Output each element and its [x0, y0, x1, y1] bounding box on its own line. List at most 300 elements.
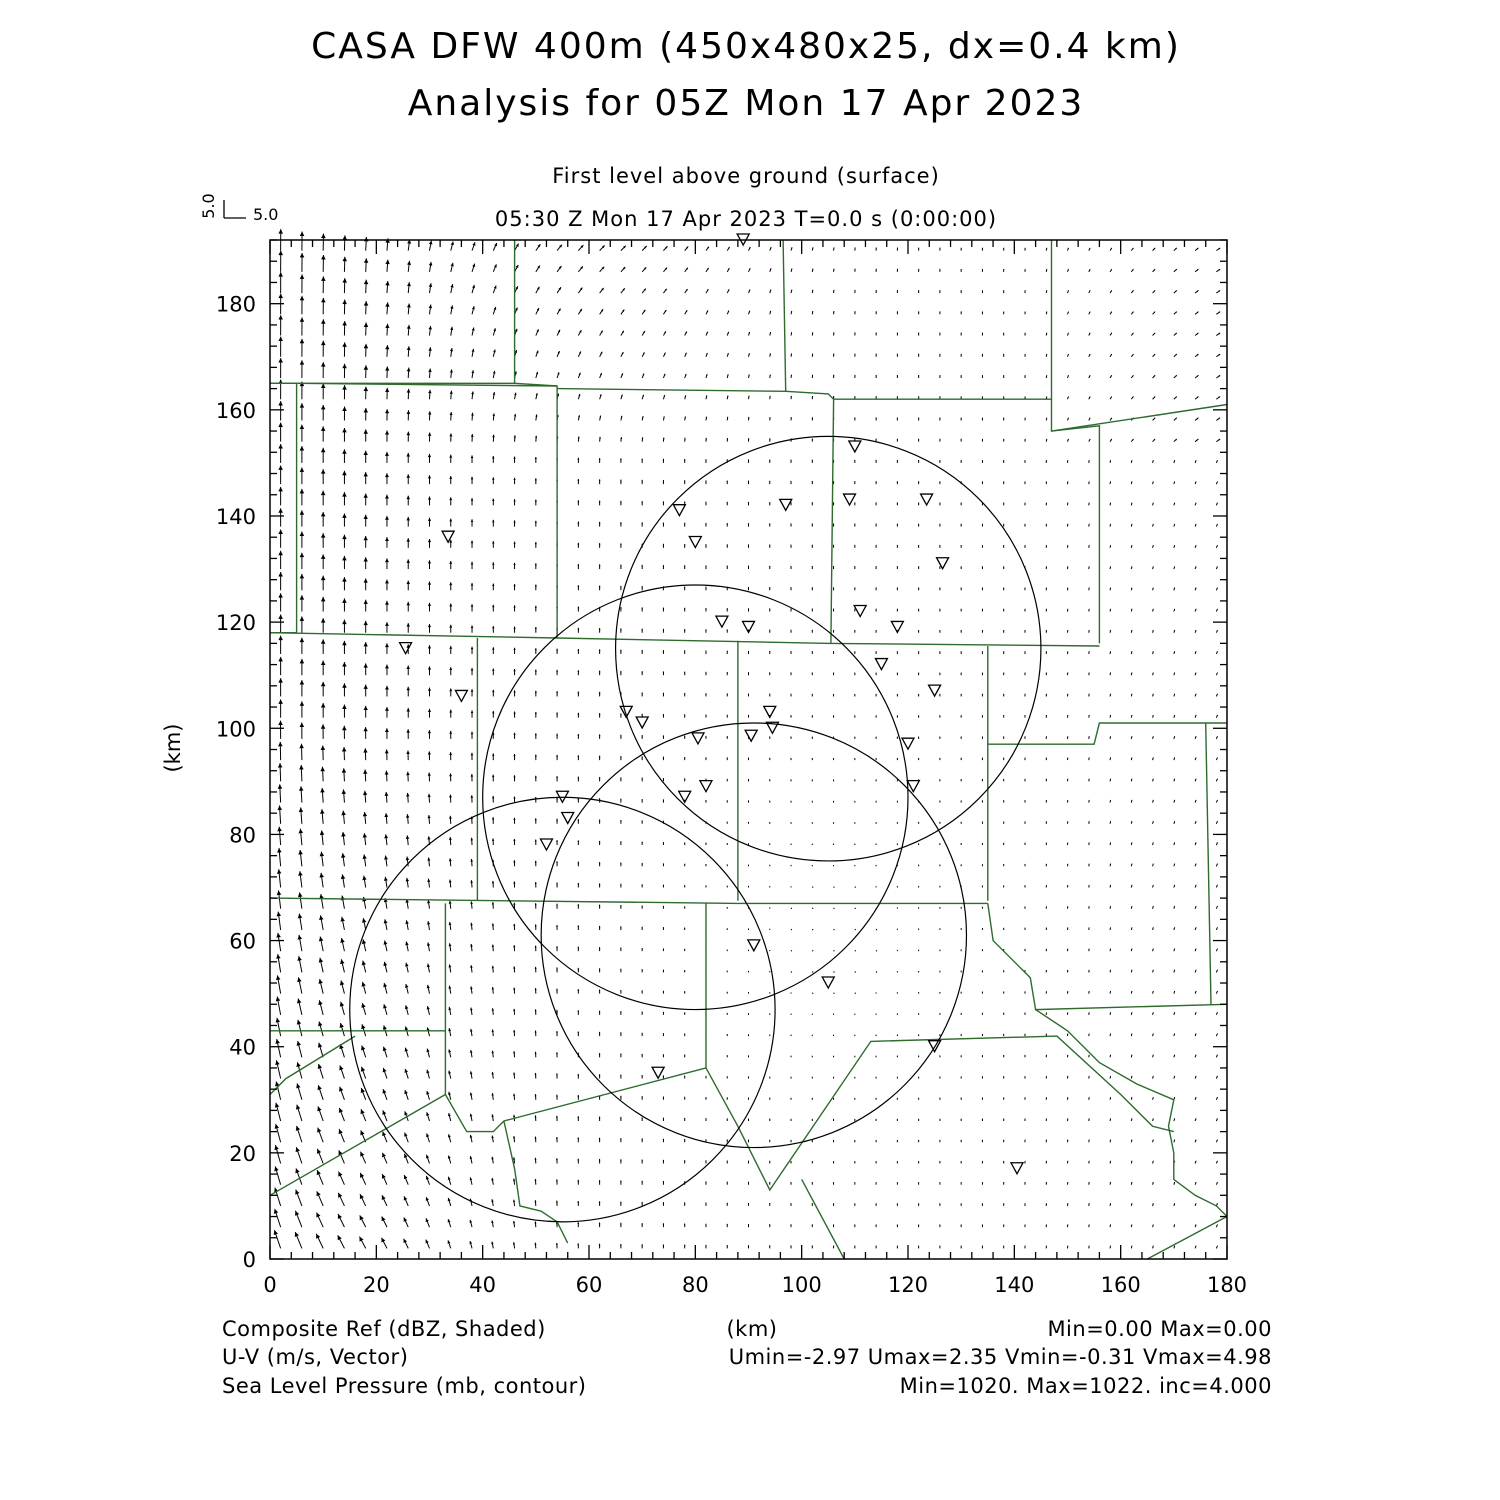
wind-vector-head: [513, 754, 515, 756]
wind-vector: [663, 799, 664, 802]
wind-vector: [939, 1246, 940, 1249]
wind-vector: [1153, 651, 1154, 654]
wind-vector-head: [278, 784, 283, 789]
wind-vector: [449, 922, 452, 930]
wind-vector: [599, 1074, 601, 1078]
wind-vector: [599, 628, 601, 633]
wind-vector: [1110, 1161, 1111, 1164]
wind-vector: [982, 524, 983, 527]
wind-vector-shaft: [855, 929, 856, 930]
wind-vector: [769, 1140, 770, 1143]
wind-vector-head: [318, 1085, 322, 1090]
wind-vector: [470, 838, 473, 845]
wind-vector-head: [449, 476, 452, 479]
wind-vector: [513, 988, 515, 994]
wind-vector: [1046, 566, 1047, 569]
wind-vector: [641, 1096, 642, 1100]
wind-vector-head: [300, 574, 305, 578]
wind-vector: [319, 958, 323, 973]
wind-vector: [1025, 758, 1026, 761]
wind-vector-head: [535, 1158, 537, 1160]
wind-vector: [491, 1114, 493, 1121]
wind-vector-head: [321, 533, 326, 537]
wind-vector: [684, 629, 685, 633]
wind-vector: [361, 1109, 366, 1121]
wind-vector: [363, 748, 367, 760]
wind-vector-head: [641, 1181, 642, 1182]
wind-vector: [642, 778, 643, 782]
wind-vector: [276, 954, 280, 972]
wind-vector: [918, 1161, 919, 1163]
wind-vector: [428, 751, 431, 760]
wind-vector: [449, 795, 452, 803]
wind-vector: [876, 1224, 877, 1227]
wind-vector-head: [492, 477, 494, 479]
wind-vector-head: [599, 1159, 601, 1161]
wind-vector-head: [535, 839, 537, 841]
wind-vector: [769, 736, 770, 739]
wind-vector: [534, 1243, 536, 1249]
wind-vector: [385, 495, 389, 506]
wind-vector-head: [556, 776, 558, 778]
wind-vector: [299, 765, 304, 781]
wind-vector: [684, 586, 685, 590]
wind-vector-head: [405, 920, 409, 924]
wind-vector-head: [277, 848, 282, 853]
wind-vector-head: [278, 614, 283, 618]
wind-vector: [769, 1013, 770, 1014]
wind-vector: [620, 948, 621, 952]
wind-vector: [448, 1028, 451, 1036]
wind-vector: [300, 701, 305, 717]
wind-vector-head: [599, 926, 600, 927]
wind-vector: [897, 673, 898, 676]
wind-vector: [1025, 1182, 1026, 1185]
wind-vector: [535, 563, 537, 569]
wind-vector-head: [300, 553, 305, 557]
wind-vector-head: [385, 686, 389, 690]
wind-vector: [513, 1200, 515, 1206]
wind-vector: [918, 587, 919, 590]
wind-vector: [1216, 673, 1217, 676]
wind-vector: [684, 778, 685, 781]
wind-vector: [663, 565, 664, 569]
wind-vector: [918, 630, 919, 633]
wind-vector: [1216, 715, 1217, 718]
wind-vector: [1067, 1246, 1068, 1249]
wind-vector: [1131, 800, 1132, 803]
wind-vector: [620, 480, 622, 485]
wind-vector-head: [299, 786, 304, 791]
wind-vector: [812, 972, 813, 973]
wind-vector: [342, 449, 347, 463]
wind-vector: [556, 1095, 558, 1100]
wind-vector: [535, 606, 537, 612]
wind-vector: [1216, 588, 1217, 591]
wind-vector-head: [385, 558, 389, 562]
wind-vector-head: [321, 597, 326, 601]
wind-vector-head: [470, 880, 473, 883]
wind-vector: [705, 502, 706, 506]
wind-vector: [705, 1181, 706, 1184]
wind-vector: [1046, 609, 1047, 612]
wind-vector: [641, 671, 642, 675]
wind-vector: [297, 1020, 302, 1036]
wind-vector-head: [471, 732, 474, 735]
wind-vector: [470, 901, 473, 908]
wind-vector: [854, 1098, 855, 1100]
wind-vector-head: [321, 469, 326, 473]
wind-vector: [939, 1224, 940, 1227]
wind-vector-head: [428, 666, 431, 669]
wind-vector: [362, 876, 366, 888]
wind-vector: [1153, 1118, 1154, 1121]
wind-vector: [1110, 503, 1111, 506]
wind-vector: [791, 908, 792, 909]
wind-vector: [897, 609, 898, 612]
wind-vector: [1003, 885, 1004, 887]
wind-vector-head: [535, 691, 537, 693]
wind-vector: [535, 627, 537, 633]
wind-vector-head: [320, 809, 325, 814]
wind-vector: [404, 1239, 409, 1249]
wind-vector: [364, 536, 368, 548]
wind-vector: [599, 1032, 601, 1036]
wind-vector: [276, 1018, 281, 1036]
wind-vector-head: [449, 795, 452, 798]
wind-vector: [426, 1155, 430, 1164]
wind-vector-head: [278, 593, 283, 597]
wind-vector: [318, 1064, 323, 1079]
wind-vector: [1131, 694, 1132, 697]
wind-vector: [982, 630, 983, 633]
wind-vector: [426, 1197, 430, 1206]
wind-vector: [577, 777, 579, 782]
wind-vector: [1067, 1076, 1068, 1079]
wind-vector: [620, 1202, 622, 1206]
wind-vector: [812, 1119, 813, 1121]
wind-vector-head: [275, 1039, 279, 1044]
wind-vector-head: [321, 448, 326, 452]
wind-vector: [939, 651, 940, 654]
wind-vector: [492, 562, 494, 569]
wind-vector: [513, 1242, 515, 1248]
wind-vector: [428, 709, 431, 718]
wind-vector: [812, 1161, 813, 1163]
wind-vector: [876, 822, 877, 824]
wind-vector: [1046, 1203, 1047, 1206]
wind-vector: [1131, 1012, 1132, 1015]
wind-vector-head: [471, 689, 474, 692]
wind-vector: [727, 523, 728, 527]
wind-vector: [1110, 1097, 1111, 1100]
wind-vector: [982, 1013, 983, 1015]
wind-vector-head: [577, 628, 579, 630]
wind-vector: [470, 1092, 473, 1099]
wind-vector: [748, 1013, 749, 1015]
wind-vector: [812, 609, 813, 612]
wind-vector: [791, 715, 792, 718]
wind-vector: [427, 942, 430, 951]
wind-vector-head: [513, 478, 515, 480]
wind-vector-head: [599, 501, 601, 503]
wind-vector: [364, 706, 368, 718]
wind-vector: [278, 530, 283, 548]
wind-vector-head: [278, 806, 283, 811]
wind-vector-head: [513, 903, 515, 905]
wind-vector: [833, 1140, 834, 1142]
wind-vector: [961, 1203, 962, 1206]
wind-vector-head: [577, 1116, 579, 1118]
wind-vector-head: [492, 775, 494, 777]
wind-vector: [897, 1056, 898, 1058]
wind-vector: [406, 559, 410, 569]
wind-vector: [599, 968, 600, 972]
wind-vector: [834, 972, 835, 973]
wind-vector: [918, 1203, 919, 1206]
wind-vector: [918, 566, 919, 569]
wind-vector-shaft: [834, 972, 835, 973]
wind-vector: [833, 545, 834, 548]
wind-vector: [342, 598, 347, 611]
wind-vector-head: [364, 536, 368, 540]
wind-vector: [382, 1195, 387, 1206]
wind-vector-head: [298, 892, 302, 897]
wind-vector: [384, 834, 388, 845]
wind-vector: [382, 1174, 387, 1185]
wind-vector: [790, 523, 791, 526]
wind-vector: [296, 1126, 302, 1142]
wind-vector-head: [342, 535, 347, 539]
wind-vector: [940, 801, 941, 803]
wind-vector: [599, 1201, 601, 1206]
wind-vector: [406, 517, 410, 527]
wind-vector: [620, 565, 622, 569]
wind-vector: [918, 1055, 919, 1057]
wind-vector-head: [296, 1062, 300, 1067]
wind-vector: [961, 673, 962, 676]
wind-vector: [470, 1135, 473, 1142]
wind-vector-head: [384, 919, 388, 923]
wind-vector: [535, 818, 537, 824]
wind-vector: [1025, 906, 1026, 908]
wind-vector-head: [340, 917, 344, 922]
wind-vector: [1025, 694, 1026, 697]
wind-vector: [492, 477, 494, 484]
wind-vector-shaft: [855, 950, 856, 951]
wind-vector: [406, 474, 410, 484]
wind-vector: [897, 1077, 898, 1079]
wind-vector-head: [534, 1200, 536, 1202]
wind-vector: [426, 1240, 430, 1249]
wind-vector: [1110, 991, 1111, 994]
wind-vector: [727, 907, 728, 909]
wind-vector: [405, 942, 409, 952]
wind-vector: [492, 838, 494, 845]
wind-vector: [1067, 885, 1068, 887]
wind-vector: [684, 970, 685, 972]
wind-vector: [427, 1027, 430, 1036]
wind-vector: [982, 1140, 983, 1142]
wind-vector: [470, 880, 473, 887]
wind-vector-head: [535, 967, 537, 969]
wind-vector: [748, 992, 749, 994]
wind-vector: [897, 1203, 898, 1206]
wind-vector: [642, 990, 643, 993]
wind-vector: [1046, 1246, 1047, 1249]
wind-vector: [1195, 1224, 1196, 1227]
wind-vector: [513, 499, 515, 505]
wind-vector: [298, 850, 303, 866]
wind-vector-head: [385, 771, 389, 775]
wind-vector: [641, 692, 642, 696]
wind-vector: [341, 896, 345, 909]
wind-vector-shaft: [855, 887, 856, 888]
wind-vector: [406, 772, 410, 782]
wind-vector: [1046, 928, 1047, 930]
wind-vector: [1067, 991, 1068, 993]
wind-vector: [982, 779, 983, 781]
wind-vector: [684, 1224, 685, 1228]
wind-vector: [663, 523, 664, 527]
wind-vector: [876, 929, 877, 930]
wind-vector-head: [641, 671, 642, 672]
wind-vector: [620, 756, 621, 760]
wind-vector: [385, 665, 389, 676]
wind-vector: [854, 1119, 855, 1121]
wind-vector: [405, 984, 409, 994]
wind-vector: [684, 523, 685, 527]
wind-vector-head: [321, 554, 326, 558]
wind-vector: [1003, 758, 1004, 760]
wind-vector: [1025, 800, 1026, 802]
wind-vector: [812, 502, 813, 505]
wind-vector-head: [405, 942, 409, 946]
wind-vector: [642, 1075, 643, 1079]
wind-vector: [492, 690, 494, 697]
wind-vector: [1153, 630, 1154, 633]
wind-vector: [449, 625, 452, 633]
wind-vector-head: [428, 539, 431, 542]
wind-vector: [769, 843, 770, 845]
wind-vector: [790, 587, 791, 590]
wind-vector: [748, 1140, 749, 1143]
wind-vector: [1089, 1246, 1090, 1249]
wind-vector: [1131, 757, 1132, 760]
wind-vector: [897, 1035, 898, 1037]
wind-vector: [384, 856, 388, 867]
wind-vector: [360, 1173, 366, 1185]
wind-vector-head: [364, 515, 368, 519]
wind-vector: [1216, 694, 1217, 697]
wind-vector-head: [428, 497, 431, 500]
wind-vector: [876, 715, 877, 717]
wind-vector: [318, 1085, 324, 1100]
wind-vector: [406, 878, 410, 888]
wind-vector: [876, 1056, 877, 1058]
wind-vector: [577, 968, 579, 973]
wind-vector: [1067, 1118, 1068, 1121]
wind-vector: [300, 680, 305, 696]
wind-vector: [897, 651, 898, 654]
wind-vector-head: [599, 671, 601, 673]
wind-vector: [748, 758, 749, 760]
wind-vector: [854, 545, 855, 548]
wind-vector-head: [300, 510, 305, 514]
wind-vector: [278, 678, 283, 696]
wind-vector: [620, 884, 621, 888]
wind-vector-head: [599, 649, 601, 651]
wind-vector-head: [535, 733, 537, 735]
wind-vector: [599, 1138, 601, 1142]
wind-vector: [939, 673, 940, 676]
wind-vector: [812, 822, 813, 824]
wind-vector-head: [318, 979, 322, 984]
wind-vector: [854, 673, 855, 676]
wind-vector: [982, 694, 983, 697]
wind-vector: [641, 756, 642, 760]
wind-vector: [705, 544, 706, 548]
wind-vector: [449, 773, 452, 781]
wind-vector: [321, 639, 326, 654]
wind-vector: [1067, 503, 1068, 506]
wind-vector: [1195, 503, 1196, 506]
wind-vector: [278, 614, 283, 632]
wind-vector: [684, 1118, 685, 1121]
wind-vector: [876, 1246, 877, 1249]
wind-vector: [812, 993, 813, 994]
wind-vector: [1067, 1203, 1068, 1206]
wind-vector: [513, 1030, 515, 1036]
wind-vector-head: [641, 501, 643, 503]
wind-vector-head: [364, 621, 368, 625]
wind-vector: [404, 1069, 408, 1079]
wind-vector-head: [577, 564, 579, 566]
wind-vector: [599, 522, 601, 527]
wind-vector: [855, 1077, 856, 1079]
wind-vector: [1174, 1246, 1175, 1249]
wind-vector: [1174, 906, 1175, 909]
wind-vector: [1174, 630, 1175, 633]
wind-vector-head: [385, 749, 389, 753]
wind-vector-head: [577, 755, 579, 757]
wind-vector-head: [278, 487, 283, 491]
wind-vector-head: [556, 1243, 558, 1245]
wind-vector-head: [556, 925, 558, 927]
wind-vector-head: [663, 544, 664, 545]
wind-vector: [342, 662, 347, 675]
wind-vector: [492, 987, 494, 994]
wind-vector: [918, 609, 919, 612]
wind-vector: [338, 1193, 344, 1206]
wind-vector: [1131, 524, 1132, 527]
wind-vector-head: [513, 542, 515, 544]
wind-vector: [769, 779, 770, 781]
wind-vector: [1131, 630, 1132, 633]
wind-vector: [1153, 1033, 1154, 1036]
wind-vector: [535, 839, 537, 845]
wind-vector: [321, 703, 326, 718]
wind-vector-head: [362, 939, 366, 944]
wind-vector: [1195, 651, 1196, 654]
wind-vector: [876, 587, 877, 590]
wind-vector-head: [276, 1018, 280, 1023]
wind-vector-head: [321, 618, 326, 622]
wind-vector-head: [471, 498, 474, 501]
wind-vector: [470, 944, 473, 951]
wind-vector: [769, 566, 770, 569]
wind-vector: [982, 1097, 983, 1099]
